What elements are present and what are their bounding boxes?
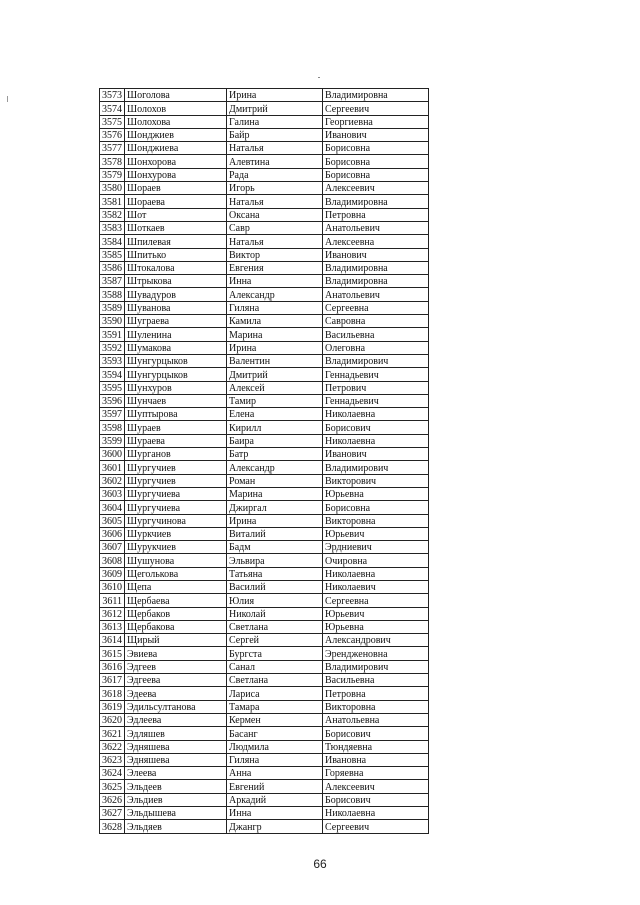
last-name-cell: Щепа <box>125 580 227 593</box>
row-number-cell: 3598 <box>100 421 125 434</box>
table-row <box>100 128 429 141</box>
last-name-cell: Шот <box>125 208 227 221</box>
last-name-cell: Шунгурцыков <box>125 368 227 381</box>
row-number-cell: 3616 <box>100 660 125 673</box>
first-name-cell: Гиляна <box>227 301 323 314</box>
patronymic-cell: Владимировна <box>323 89 429 102</box>
table-row <box>100 767 429 780</box>
last-name-cell: Шургучиева <box>125 487 227 500</box>
first-name-cell: Инна <box>227 275 323 288</box>
row-number-cell: 3604 <box>100 501 125 514</box>
patronymic-cell: Петрович <box>323 381 429 394</box>
row-number-cell: 3590 <box>100 315 125 328</box>
first-name-cell: Елена <box>227 408 323 421</box>
row-number-cell: 3588 <box>100 288 125 301</box>
first-name-cell: Джиргал <box>227 501 323 514</box>
table-row <box>100 594 429 607</box>
first-name-cell: Евгений <box>227 780 323 793</box>
last-name-cell: Щирый <box>125 634 227 647</box>
row-number-cell: 3612 <box>100 607 125 620</box>
patronymic-cell: Владимировна <box>323 261 429 274</box>
patronymic-cell: Николаевна <box>323 567 429 580</box>
patronymic-cell: Алексеевич <box>323 780 429 793</box>
patronymic-cell: Ивановна <box>323 753 429 766</box>
patronymic-cell: Юрьевич <box>323 607 429 620</box>
row-number-cell: 3583 <box>100 221 125 234</box>
first-name-cell: Анна <box>227 767 323 780</box>
table-row <box>100 647 429 660</box>
last-name-cell: Эльдяев <box>125 820 227 833</box>
first-name-cell: Кирилл <box>227 421 323 434</box>
last-name-cell: Шонджиева <box>125 142 227 155</box>
last-name-cell: Эдняшева <box>125 753 227 766</box>
patronymic-cell: Очировна <box>323 554 429 567</box>
table-row <box>100 541 429 554</box>
table-row <box>100 448 429 461</box>
patronymic-cell: Геннадьевич <box>323 368 429 381</box>
first-name-cell: Наталья <box>227 195 323 208</box>
page-number: 66 <box>313 857 327 871</box>
patronymic-cell: Борисовна <box>323 501 429 514</box>
row-number-cell: 3625 <box>100 780 125 793</box>
table-row <box>100 421 429 434</box>
table-row <box>100 301 429 314</box>
table-row <box>100 434 429 447</box>
table-row <box>100 487 429 500</box>
last-name-cell: Эвиева <box>125 647 227 660</box>
patronymic-cell: Владимировна <box>323 195 429 208</box>
patronymic-cell: Борисовна <box>323 168 429 181</box>
row-number-cell: 3573 <box>100 89 125 102</box>
row-number-cell: 3591 <box>100 328 125 341</box>
patronymic-cell: Савровна <box>323 315 429 328</box>
row-number-cell: 3607 <box>100 541 125 554</box>
patronymic-cell: Иванович <box>323 448 429 461</box>
row-number-cell: 3581 <box>100 195 125 208</box>
row-number-cell: 3600 <box>100 448 125 461</box>
last-name-cell: Шургучиев <box>125 474 227 487</box>
first-name-cell: Батр <box>227 448 323 461</box>
table-row <box>100 354 429 367</box>
row-number-cell: 3599 <box>100 434 125 447</box>
last-name-cell: Шуванова <box>125 301 227 314</box>
table-row <box>100 660 429 673</box>
table-row <box>100 288 429 301</box>
patronymic-cell: Владимирович <box>323 461 429 474</box>
table-row <box>100 793 429 806</box>
table-row <box>100 727 429 740</box>
row-number-cell: 3597 <box>100 408 125 421</box>
last-name-cell: Шонджиев <box>125 128 227 141</box>
patronymic-cell: Анатольевна <box>323 713 429 726</box>
row-number-cell: 3627 <box>100 807 125 820</box>
first-name-cell: Камила <box>227 315 323 328</box>
table-row <box>100 807 429 820</box>
scan-speck <box>318 77 320 78</box>
row-number-cell: 3628 <box>100 820 125 833</box>
row-number-cell: 3624 <box>100 767 125 780</box>
patronymic-cell: Эрендженовна <box>323 647 429 660</box>
first-name-cell: Юлия <box>227 594 323 607</box>
patronymic-cell: Николаевич <box>323 580 429 593</box>
first-name-cell: Светлана <box>227 620 323 633</box>
last-name-cell: Шураева <box>125 434 227 447</box>
table-row <box>100 713 429 726</box>
patronymic-cell: Николаевна <box>323 408 429 421</box>
last-name-cell: Шпилевая <box>125 235 227 248</box>
last-name-cell: Шоткаев <box>125 221 227 234</box>
patronymic-cell: Александрович <box>323 634 429 647</box>
row-number-cell: 3621 <box>100 727 125 740</box>
patronymic-cell: Сергеевна <box>323 301 429 314</box>
last-name-cell: Шуленина <box>125 328 227 341</box>
patronymic-cell: Алексеевич <box>323 182 429 195</box>
first-name-cell: Роман <box>227 474 323 487</box>
last-name-cell: Шонхурова <box>125 168 227 181</box>
first-name-cell: Лариса <box>227 687 323 700</box>
first-name-cell: Басанг <box>227 727 323 740</box>
patronymic-cell: Алексеевна <box>323 235 429 248</box>
table-row <box>100 328 429 341</box>
row-number-cell: 3594 <box>100 368 125 381</box>
patronymic-cell: Георгиевна <box>323 115 429 128</box>
first-name-cell: Алексей <box>227 381 323 394</box>
row-number-cell: 3596 <box>100 394 125 407</box>
row-number-cell: 3587 <box>100 275 125 288</box>
patronymic-cell: Иванович <box>323 128 429 141</box>
last-name-cell: Щербаков <box>125 607 227 620</box>
table-row <box>100 89 429 102</box>
first-name-cell: Дмитрий <box>227 102 323 115</box>
first-name-cell: Наталья <box>227 142 323 155</box>
table-row <box>100 368 429 381</box>
last-name-cell: Шпитько <box>125 248 227 261</box>
last-name-cell: Шушунова <box>125 554 227 567</box>
table-row <box>100 514 429 527</box>
first-name-cell: Ирина <box>227 514 323 527</box>
first-name-cell: Александр <box>227 461 323 474</box>
table-row <box>100 501 429 514</box>
table-row <box>100 740 429 753</box>
patronymic-cell: Николаевна <box>323 434 429 447</box>
table-row <box>100 394 429 407</box>
row-number-cell: 3617 <box>100 674 125 687</box>
last-name-cell: Элеева <box>125 767 227 780</box>
first-name-cell: Светлана <box>227 674 323 687</box>
last-name-cell: Шолохов <box>125 102 227 115</box>
row-number-cell: 3574 <box>100 102 125 115</box>
last-name-cell: Эдляшев <box>125 727 227 740</box>
last-name-cell: Штрыкова <box>125 275 227 288</box>
table-row <box>100 235 429 248</box>
patronymic-cell: Васильевна <box>323 674 429 687</box>
last-name-cell: Шунчаев <box>125 394 227 407</box>
last-name-cell: Эдильсултанова <box>125 700 227 713</box>
patronymic-cell: Анатольевич <box>323 221 429 234</box>
last-name-cell: Шуркчиев <box>125 527 227 540</box>
table-row <box>100 567 429 580</box>
first-name-cell: Санал <box>227 660 323 673</box>
table-row <box>100 102 429 115</box>
first-name-cell: Николай <box>227 607 323 620</box>
patronymic-cell: Сергеевич <box>323 102 429 115</box>
last-name-cell: Эльдиев <box>125 793 227 806</box>
last-name-cell: Шуптырова <box>125 408 227 421</box>
first-name-cell: Марина <box>227 328 323 341</box>
patronymic-cell: Тюндяевна <box>323 740 429 753</box>
row-number-cell: 3609 <box>100 567 125 580</box>
table-row <box>100 474 429 487</box>
first-name-cell: Баира <box>227 434 323 447</box>
table-row <box>100 607 429 620</box>
patronymic-cell: Викторовна <box>323 514 429 527</box>
table-row <box>100 580 429 593</box>
last-name-cell: Шоголова <box>125 89 227 102</box>
first-name-cell: Виктор <box>227 248 323 261</box>
table-row <box>100 248 429 261</box>
table-row <box>100 195 429 208</box>
last-name-cell: Шунгурцыков <box>125 354 227 367</box>
patronymic-cell: Сергеевич <box>323 820 429 833</box>
row-number-cell: 3589 <box>100 301 125 314</box>
table-row <box>100 261 429 274</box>
last-name-cell: Эдняшева <box>125 740 227 753</box>
table-row <box>100 753 429 766</box>
row-number-cell: 3585 <box>100 248 125 261</box>
patronymic-cell: Владимирович <box>323 354 429 367</box>
patronymic-cell: Олеговна <box>323 341 429 354</box>
first-name-cell: Эльвира <box>227 554 323 567</box>
table-row <box>100 554 429 567</box>
patronymic-cell: Васильевна <box>323 328 429 341</box>
table-row <box>100 208 429 221</box>
row-number-cell: 3584 <box>100 235 125 248</box>
patronymic-cell: Петровна <box>323 208 429 221</box>
patronymic-cell: Юрьевна <box>323 620 429 633</box>
row-number-cell: 3611 <box>100 594 125 607</box>
row-number-cell: 3615 <box>100 647 125 660</box>
patronymic-cell: Борисович <box>323 727 429 740</box>
last-name-cell: Шургучинова <box>125 514 227 527</box>
row-number-cell: 3613 <box>100 620 125 633</box>
last-name-cell: Эдгеев <box>125 660 227 673</box>
first-name-cell: Джангр <box>227 820 323 833</box>
first-name-cell: Наталья <box>227 235 323 248</box>
patronymic-cell: Эрдниевич <box>323 541 429 554</box>
table-row <box>100 780 429 793</box>
row-number-cell: 3608 <box>100 554 125 567</box>
table-row <box>100 142 429 155</box>
patronymic-cell: Анатольевич <box>323 288 429 301</box>
first-name-cell: Оксана <box>227 208 323 221</box>
last-name-cell: Шумакова <box>125 341 227 354</box>
row-number-cell: 3580 <box>100 182 125 195</box>
row-number-cell: 3619 <box>100 700 125 713</box>
first-name-cell: Бадм <box>227 541 323 554</box>
table-row <box>100 700 429 713</box>
last-name-cell: Шураев <box>125 421 227 434</box>
last-name-cell: Щербаева <box>125 594 227 607</box>
patronymic-cell: Борисович <box>323 421 429 434</box>
row-number-cell: 3579 <box>100 168 125 181</box>
first-name-cell: Тамара <box>227 700 323 713</box>
first-name-cell: Тамир <box>227 394 323 407</box>
last-name-cell: Щербакова <box>125 620 227 633</box>
patronymic-cell: Владимирович <box>323 660 429 673</box>
table-row <box>100 620 429 633</box>
table-row <box>100 115 429 128</box>
patronymic-cell: Юрьевич <box>323 527 429 540</box>
first-name-cell: Дмитрий <box>227 368 323 381</box>
first-name-cell: Валентин <box>227 354 323 367</box>
first-name-cell: Байр <box>227 128 323 141</box>
first-name-cell: Александр <box>227 288 323 301</box>
row-number-cell: 3582 <box>100 208 125 221</box>
row-number-cell: 3622 <box>100 740 125 753</box>
patronymic-cell: Петровна <box>323 687 429 700</box>
table-row <box>100 221 429 234</box>
patronymic-cell: Викторович <box>323 474 429 487</box>
table-row <box>100 687 429 700</box>
first-name-cell: Игорь <box>227 182 323 195</box>
row-number-cell: 3610 <box>100 580 125 593</box>
table-row <box>100 820 429 833</box>
row-number-cell: 3586 <box>100 261 125 274</box>
row-number-cell: 3626 <box>100 793 125 806</box>
first-name-cell: Евгения <box>227 261 323 274</box>
row-number-cell: 3606 <box>100 527 125 540</box>
last-name-cell: Эльдышева <box>125 807 227 820</box>
patronymic-cell: Викторовна <box>323 700 429 713</box>
patronymic-cell: Николаевна <box>323 807 429 820</box>
row-number-cell: 3605 <box>100 514 125 527</box>
scan-speck <box>7 96 8 102</box>
table-row <box>100 408 429 421</box>
first-name-cell: Людмила <box>227 740 323 753</box>
last-name-cell: Шурганов <box>125 448 227 461</box>
last-name-cell: Эльдеев <box>125 780 227 793</box>
patronymic-cell: Иванович <box>323 248 429 261</box>
table-row <box>100 341 429 354</box>
patronymic-cell: Борисовна <box>323 142 429 155</box>
last-name-cell: Шуграева <box>125 315 227 328</box>
table-body <box>100 89 429 834</box>
first-name-cell: Алевтина <box>227 155 323 168</box>
row-number-cell: 3578 <box>100 155 125 168</box>
patronymic-cell: Геннадьевич <box>323 394 429 407</box>
first-name-cell: Кермен <box>227 713 323 726</box>
first-name-cell: Татьяна <box>227 567 323 580</box>
last-name-cell: Шонхорова <box>125 155 227 168</box>
patronymic-cell: Борисович <box>323 793 429 806</box>
first-name-cell: Марина <box>227 487 323 500</box>
row-number-cell: 3603 <box>100 487 125 500</box>
row-number-cell: 3601 <box>100 461 125 474</box>
table-row <box>100 315 429 328</box>
last-name-cell: Эдлеева <box>125 713 227 726</box>
table-row <box>100 182 429 195</box>
name-list-table <box>99 88 429 834</box>
table-row <box>100 168 429 181</box>
last-name-cell: Шолохова <box>125 115 227 128</box>
last-name-cell: Штокалова <box>125 261 227 274</box>
last-name-cell: Эдеева <box>125 687 227 700</box>
row-number-cell: 3592 <box>100 341 125 354</box>
patronymic-cell: Борисовна <box>323 155 429 168</box>
first-name-cell: Савр <box>227 221 323 234</box>
row-number-cell: 3576 <box>100 128 125 141</box>
row-number-cell: 3614 <box>100 634 125 647</box>
first-name-cell: Сергей <box>227 634 323 647</box>
table-row <box>100 381 429 394</box>
last-name-cell: Эдгеева <box>125 674 227 687</box>
patronymic-cell: Горяевна <box>323 767 429 780</box>
table-row <box>100 461 429 474</box>
first-name-cell: Гиляна <box>227 753 323 766</box>
row-number-cell: 3575 <box>100 115 125 128</box>
patronymic-cell: Юрьевна <box>323 487 429 500</box>
last-name-cell: Шургучиев <box>125 461 227 474</box>
first-name-cell: Рада <box>227 168 323 181</box>
table-row <box>100 674 429 687</box>
first-name-cell: Ирина <box>227 341 323 354</box>
table-row <box>100 527 429 540</box>
row-number-cell: 3620 <box>100 713 125 726</box>
last-name-cell: Шораева <box>125 195 227 208</box>
last-name-cell: Шунхуров <box>125 381 227 394</box>
table-row <box>100 275 429 288</box>
last-name-cell: Щеголькова <box>125 567 227 580</box>
first-name-cell: Ирина <box>227 89 323 102</box>
patronymic-cell: Владимировна <box>323 275 429 288</box>
first-name-cell: Виталий <box>227 527 323 540</box>
row-number-cell: 3593 <box>100 354 125 367</box>
row-number-cell: 3602 <box>100 474 125 487</box>
last-name-cell: Шурукчиев <box>125 541 227 554</box>
last-name-cell: Шувадуров <box>125 288 227 301</box>
row-number-cell: 3618 <box>100 687 125 700</box>
table-row <box>100 634 429 647</box>
first-name-cell: Бургста <box>227 647 323 660</box>
patronymic-cell: Сергеевна <box>323 594 429 607</box>
first-name-cell: Василий <box>227 580 323 593</box>
first-name-cell: Инна <box>227 807 323 820</box>
row-number-cell: 3577 <box>100 142 125 155</box>
row-number-cell: 3623 <box>100 753 125 766</box>
first-name-cell: Галина <box>227 115 323 128</box>
table-row <box>100 155 429 168</box>
last-name-cell: Шургучиева <box>125 501 227 514</box>
first-name-cell: Аркадий <box>227 793 323 806</box>
row-number-cell: 3595 <box>100 381 125 394</box>
last-name-cell: Шораев <box>125 182 227 195</box>
